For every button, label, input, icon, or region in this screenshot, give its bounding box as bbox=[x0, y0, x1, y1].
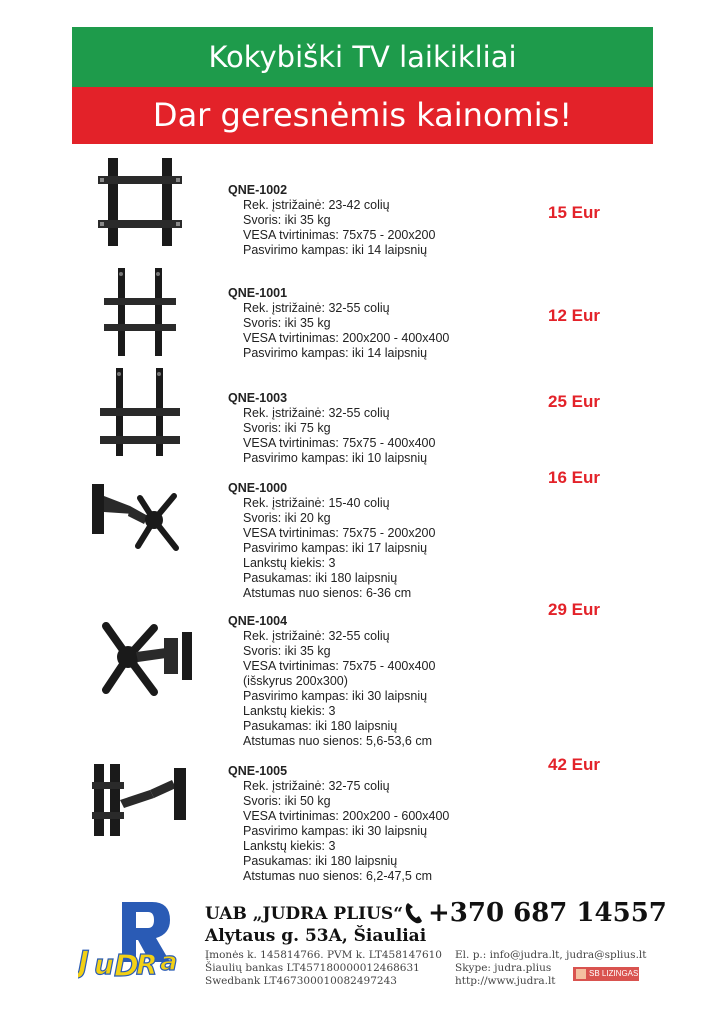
judra-logo bbox=[78, 902, 190, 984]
skype-line: Skype: judra.plius bbox=[455, 962, 552, 974]
product-spec: Rek. įstrižainė: 23-42 colių bbox=[243, 198, 390, 212]
product-spec: Atstumas nuo sienos: 5,6-53,6 cm bbox=[243, 734, 432, 748]
product-qne-1001 bbox=[228, 286, 449, 361]
product-spec: VESA tvirtinimas: 75x75 - 200x200 bbox=[243, 228, 436, 242]
product-spec: Lankstų kiekis: 3 bbox=[243, 704, 336, 718]
product-spec: Lankstų kiekis: 3 bbox=[243, 556, 336, 570]
company-address: Alytaus g. 53A, Šiauliai bbox=[205, 926, 427, 946]
product-image-qne-1002 bbox=[92, 152, 188, 252]
product-price: 42 Eur bbox=[548, 755, 600, 774]
product-spec: Atstumas nuo sienos: 6,2-47,5 cm bbox=[243, 869, 432, 883]
product-spec: Pasukamas: iki 180 laipsnių bbox=[243, 854, 398, 868]
product-code: QNE-1002 bbox=[228, 183, 288, 197]
phone-icon bbox=[404, 901, 424, 925]
sb-badge-label: SB LIZINGAS bbox=[589, 969, 639, 978]
product-price: 12 Eur bbox=[548, 306, 600, 325]
svg-text:R: R bbox=[136, 948, 158, 981]
product-spec: Rek. įstrižainė: 15-40 colių bbox=[243, 496, 390, 510]
email-line: El. p.: info@judra.lt, judra@splius.lt bbox=[455, 949, 647, 961]
product-spec: Svoris: iki 50 kg bbox=[243, 794, 331, 808]
product-spec: VESA tvirtinimas: 200x200 - 600x400 bbox=[243, 809, 450, 823]
product-spec: Pasvirimo kampas: iki 10 laipsnių bbox=[243, 451, 428, 465]
product-spec: Pasukamas: iki 180 laipsnių bbox=[243, 571, 398, 585]
product-spec: Pasvirimo kampas: iki 17 laipsnių bbox=[243, 541, 428, 555]
product-image-qne-1003 bbox=[96, 364, 184, 460]
product-spec: (išskyrus 200x300) bbox=[243, 674, 348, 688]
product-spec: Rek. įstrižainė: 32-75 colių bbox=[243, 779, 390, 793]
product-spec: Pasvirimo kampas: iki 30 laipsnių bbox=[243, 824, 428, 838]
product-spec: Svoris: iki 35 kg bbox=[243, 316, 331, 330]
product-image-qne-1001 bbox=[100, 264, 180, 360]
product-code: QNE-1003 bbox=[228, 391, 288, 405]
svg-text:a: a bbox=[160, 947, 178, 977]
product-qne-1000 bbox=[228, 481, 435, 601]
reg-line: Šiaulių bankas LT457180000012468631 bbox=[205, 962, 420, 974]
product-code: QNE-1004 bbox=[228, 614, 288, 628]
product-price: 16 Eur bbox=[548, 468, 600, 487]
reg-line: Įmonės k. 145814766. PVM k. LT458147610 bbox=[205, 949, 442, 961]
product-qne-1002 bbox=[228, 183, 435, 258]
header-subtitle: Dar geresnėmis kainomis! bbox=[72, 87, 653, 144]
svg-text:u: u bbox=[94, 948, 114, 981]
header-title: Kokybiški TV laikikliai bbox=[72, 27, 653, 87]
product-qne-1004 bbox=[228, 614, 435, 749]
product-spec: Rek. įstrižainė: 32-55 colių bbox=[243, 301, 390, 315]
product-qne-1005 bbox=[228, 764, 449, 884]
product-image-qne-1004 bbox=[98, 612, 198, 702]
product-spec: VESA tvirtinimas: 200x200 - 400x400 bbox=[243, 331, 450, 345]
product-spec: Pasvirimo kampas: iki 30 laipsnių bbox=[243, 689, 428, 703]
product-code: QNE-1000 bbox=[228, 481, 288, 495]
product-image-qne-1005 bbox=[90, 760, 190, 840]
product-price: 15 Eur bbox=[548, 203, 600, 222]
svg-text:D: D bbox=[114, 949, 139, 984]
product-spec: VESA tvirtinimas: 75x75 - 200x200 bbox=[243, 526, 436, 540]
product-spec: Lankstų kiekis: 3 bbox=[243, 839, 336, 853]
svg-text:J: J bbox=[78, 945, 90, 980]
product-image-qne-1000 bbox=[90, 476, 190, 562]
product-price: 29 Eur bbox=[548, 600, 600, 619]
product-price: 25 Eur bbox=[548, 392, 600, 411]
product-code: QNE-1005 bbox=[228, 764, 288, 778]
company-block bbox=[205, 903, 426, 947]
company-name: UAB „JUDRA PLIUS“ bbox=[205, 904, 403, 924]
phone-number: +370 687 14557 bbox=[428, 898, 667, 928]
product-spec: Pasukamas: iki 180 laipsnių bbox=[243, 719, 398, 733]
website-link[interactable]: http://www.judra.lt bbox=[455, 975, 556, 987]
reg-line: Swedbank LT467300010082497243 bbox=[205, 975, 397, 987]
phone-block bbox=[404, 898, 667, 928]
product-code: QNE-1001 bbox=[228, 286, 288, 300]
product-spec: Svoris: iki 35 kg bbox=[243, 644, 331, 658]
product-spec: VESA tvirtinimas: 75x75 - 400x400 bbox=[243, 659, 436, 673]
product-spec: Rek. įstrižainė: 32-55 colių bbox=[243, 629, 390, 643]
product-spec: Svoris: iki 75 kg bbox=[243, 421, 331, 435]
product-spec: Svoris: iki 35 kg bbox=[243, 213, 331, 227]
sb-logo-icon bbox=[576, 969, 586, 979]
product-spec: Pasvirimo kampas: iki 14 laipsnių bbox=[243, 243, 428, 257]
product-spec: Svoris: iki 20 kg bbox=[243, 511, 331, 525]
product-spec: Rek. įstrižainė: 32-55 colių bbox=[243, 406, 390, 420]
sb-lizingas-badge bbox=[573, 967, 639, 981]
registration-info bbox=[205, 949, 442, 988]
product-spec: VESA tvirtinimas: 75x75 - 400x400 bbox=[243, 436, 436, 450]
product-spec: Pasvirimo kampas: iki 14 laipsnių bbox=[243, 346, 428, 360]
product-spec: Atstumas nuo sienos: 6-36 cm bbox=[243, 586, 412, 600]
product-qne-1003 bbox=[228, 391, 435, 466]
